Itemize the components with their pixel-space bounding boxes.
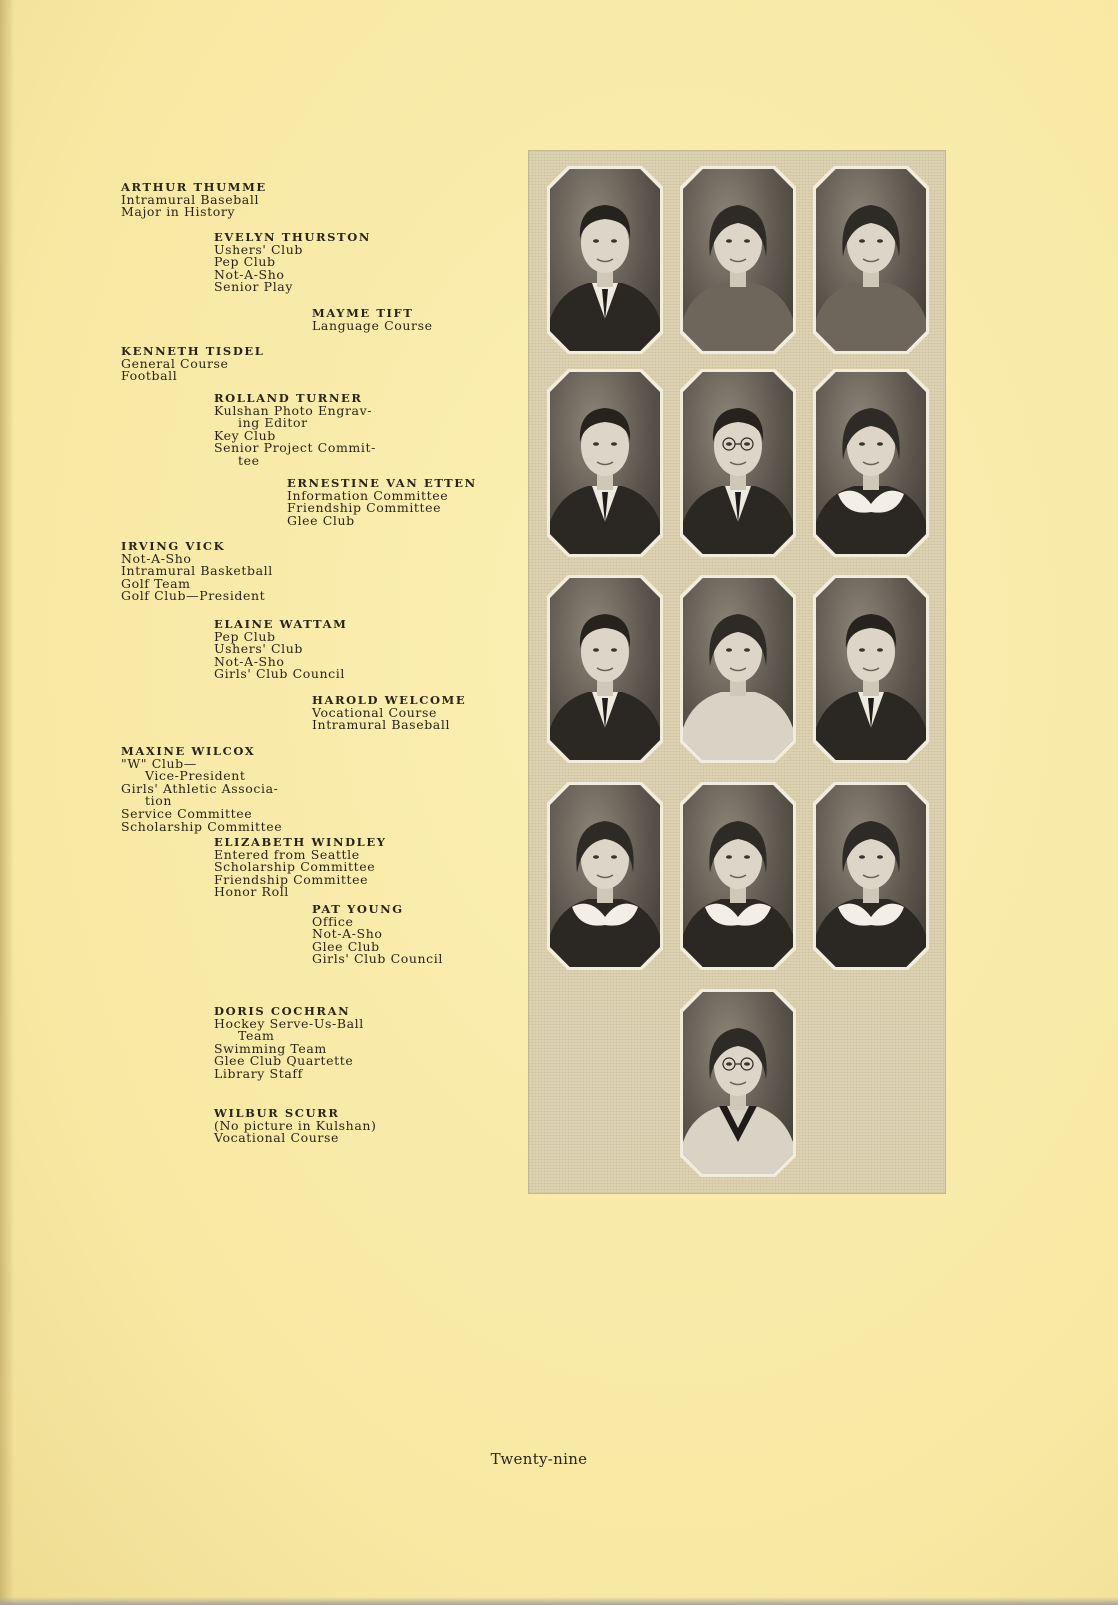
student-name: MAXINE WILCOX: [121, 744, 256, 758]
activity-line: Intramural Baseball: [312, 717, 451, 733]
activity-line: Girls' Club Council: [312, 951, 443, 967]
activity-line: Pep Club: [214, 254, 276, 270]
page-number: Twenty-nine: [490, 1450, 588, 1468]
activity-line: Scholarship Committee: [121, 818, 283, 834]
portrait-silhouette: [816, 785, 926, 967]
portrait-silhouette: [683, 372, 793, 554]
activity-line: "W" Club—: [121, 755, 197, 771]
portrait-silhouette: [550, 372, 660, 554]
portrait-silhouette: [550, 169, 660, 351]
page-edge-shadow: [0, 0, 14, 1605]
portrait-silhouette: [816, 169, 926, 351]
activity-line: Not-A-Sho: [214, 653, 285, 669]
portrait-photo-icon: [680, 782, 796, 970]
portrait-photo-icon: [680, 166, 796, 354]
student-name: KENNETH TISDEL: [121, 344, 265, 358]
portrait-photo-icon: [680, 989, 796, 1177]
student-entry: [214, 231, 371, 294]
student-entry: [287, 477, 477, 527]
activity-line: Kulshan Photo Engrav-: [214, 402, 373, 418]
activity-line: Key Club: [214, 427, 276, 443]
activity-line: Girls' Club Council: [214, 666, 345, 682]
student-entry: [214, 392, 376, 468]
activity-line: Entered from Seattle: [214, 846, 360, 862]
activity-line: tion: [145, 793, 172, 809]
page-bottom-shadow: [0, 1597, 1118, 1605]
portrait-photo-icon: [547, 575, 663, 763]
student-name: ELIZABETH WINDLEY: [214, 835, 387, 849]
portrait-silhouette: [683, 578, 793, 760]
activity-line: Football: [121, 368, 178, 384]
student-entry: [214, 836, 387, 899]
activity-line: Glee Club: [287, 512, 355, 528]
activity-line: Intramural Basketball: [121, 563, 273, 579]
activity-line: Major in History: [121, 204, 236, 220]
activity-line: Friendship Committee: [214, 871, 369, 887]
portrait-silhouette: [683, 169, 793, 351]
activity-line: Friendship Committee: [287, 500, 442, 516]
portrait-photo-icon: [547, 166, 663, 354]
activity-line: Golf Team: [121, 575, 191, 591]
activity-line: Senior Play: [214, 279, 294, 295]
activity-line: Service Committee: [121, 805, 253, 821]
portrait-photo-icon: [680, 575, 796, 763]
activity-line: Office: [312, 913, 354, 929]
student-name: WILBUR SCURR: [214, 1106, 340, 1120]
activity-line: Intramural Baseball: [121, 191, 260, 207]
activity-line: Vocational Course: [312, 704, 438, 720]
student-entry: [121, 181, 267, 219]
portrait-photo-icon: [813, 575, 929, 763]
activity-line: Ushers' Club: [214, 241, 304, 257]
student-name: ROLLAND TURNER: [214, 391, 363, 405]
activity-line: Pep Club: [214, 628, 276, 644]
activity-line: (No picture in Kulshan): [214, 1117, 377, 1133]
activity-line: Vocational Course: [214, 1130, 340, 1146]
activity-line: Not-A-Sho: [312, 926, 383, 942]
portrait-photo-icon: [813, 369, 929, 557]
student-entry: [312, 903, 443, 966]
portrait-silhouette: [816, 578, 926, 760]
activity-line: Library Staff: [214, 1065, 303, 1081]
portrait-photo-icon: [547, 782, 663, 970]
activity-line: Vice-President: [145, 768, 246, 784]
student-name: EVELYN THURSTON: [214, 230, 371, 244]
student-name: IRVING VICK: [121, 539, 226, 553]
portrait-photo-icon: [813, 782, 929, 970]
activity-line: Not-A-Sho: [121, 550, 192, 566]
student-entry: [121, 745, 282, 833]
activity-line: Golf Club—President: [121, 588, 266, 604]
student-entry: [214, 1107, 377, 1145]
activity-line: Information Committee: [287, 487, 449, 503]
activity-line: Hockey Serve-Us-Ball: [214, 1015, 364, 1031]
student-name: HAROLD WELCOME: [312, 693, 467, 707]
activity-line: General Course: [121, 355, 229, 371]
portrait-photo-icon: [813, 166, 929, 354]
activity-line: Glee Club: [312, 938, 380, 954]
portrait-silhouette: [683, 992, 793, 1174]
student-entry: [214, 1005, 364, 1081]
portrait-silhouette: [816, 372, 926, 554]
student-entry: [312, 694, 466, 732]
activity-line: Scholarship Committee: [214, 859, 376, 875]
activity-line: Team: [238, 1028, 275, 1044]
portrait-panel: [528, 150, 946, 1194]
activity-line: Swimming Team: [214, 1040, 327, 1056]
student-entry: [214, 618, 347, 681]
portrait-silhouette: [550, 578, 660, 760]
activity-line: Ushers' Club: [214, 641, 304, 657]
activity-line: Not-A-Sho: [214, 266, 285, 282]
activity-line: Girls' Athletic Associa-: [121, 780, 279, 796]
portrait-silhouette: [683, 785, 793, 967]
student-name: DORIS COCHRAN: [214, 1004, 351, 1018]
student-name: ARTHUR THUMME: [121, 180, 267, 194]
portrait-photo-icon: [680, 369, 796, 557]
activity-line: ing Editor: [238, 415, 308, 431]
student-entry: [121, 345, 264, 383]
activity-line: Glee Club Quartette: [214, 1053, 354, 1069]
activity-line: Senior Project Commit-: [214, 440, 376, 456]
portrait-silhouette: [550, 785, 660, 967]
student-name: ELAINE WATTAM: [214, 617, 348, 631]
activity-line: tee: [238, 452, 260, 468]
activity-line: Language Course: [312, 317, 433, 333]
student-entry: [312, 307, 433, 332]
student-name: ERNESTINE VAN ETTEN: [287, 476, 477, 490]
student-entry: [121, 540, 273, 603]
student-name: MAYME TIFT: [312, 306, 414, 320]
activity-line: Honor Roll: [214, 884, 289, 900]
student-name: PAT YOUNG: [312, 902, 404, 916]
portrait-photo-icon: [547, 369, 663, 557]
